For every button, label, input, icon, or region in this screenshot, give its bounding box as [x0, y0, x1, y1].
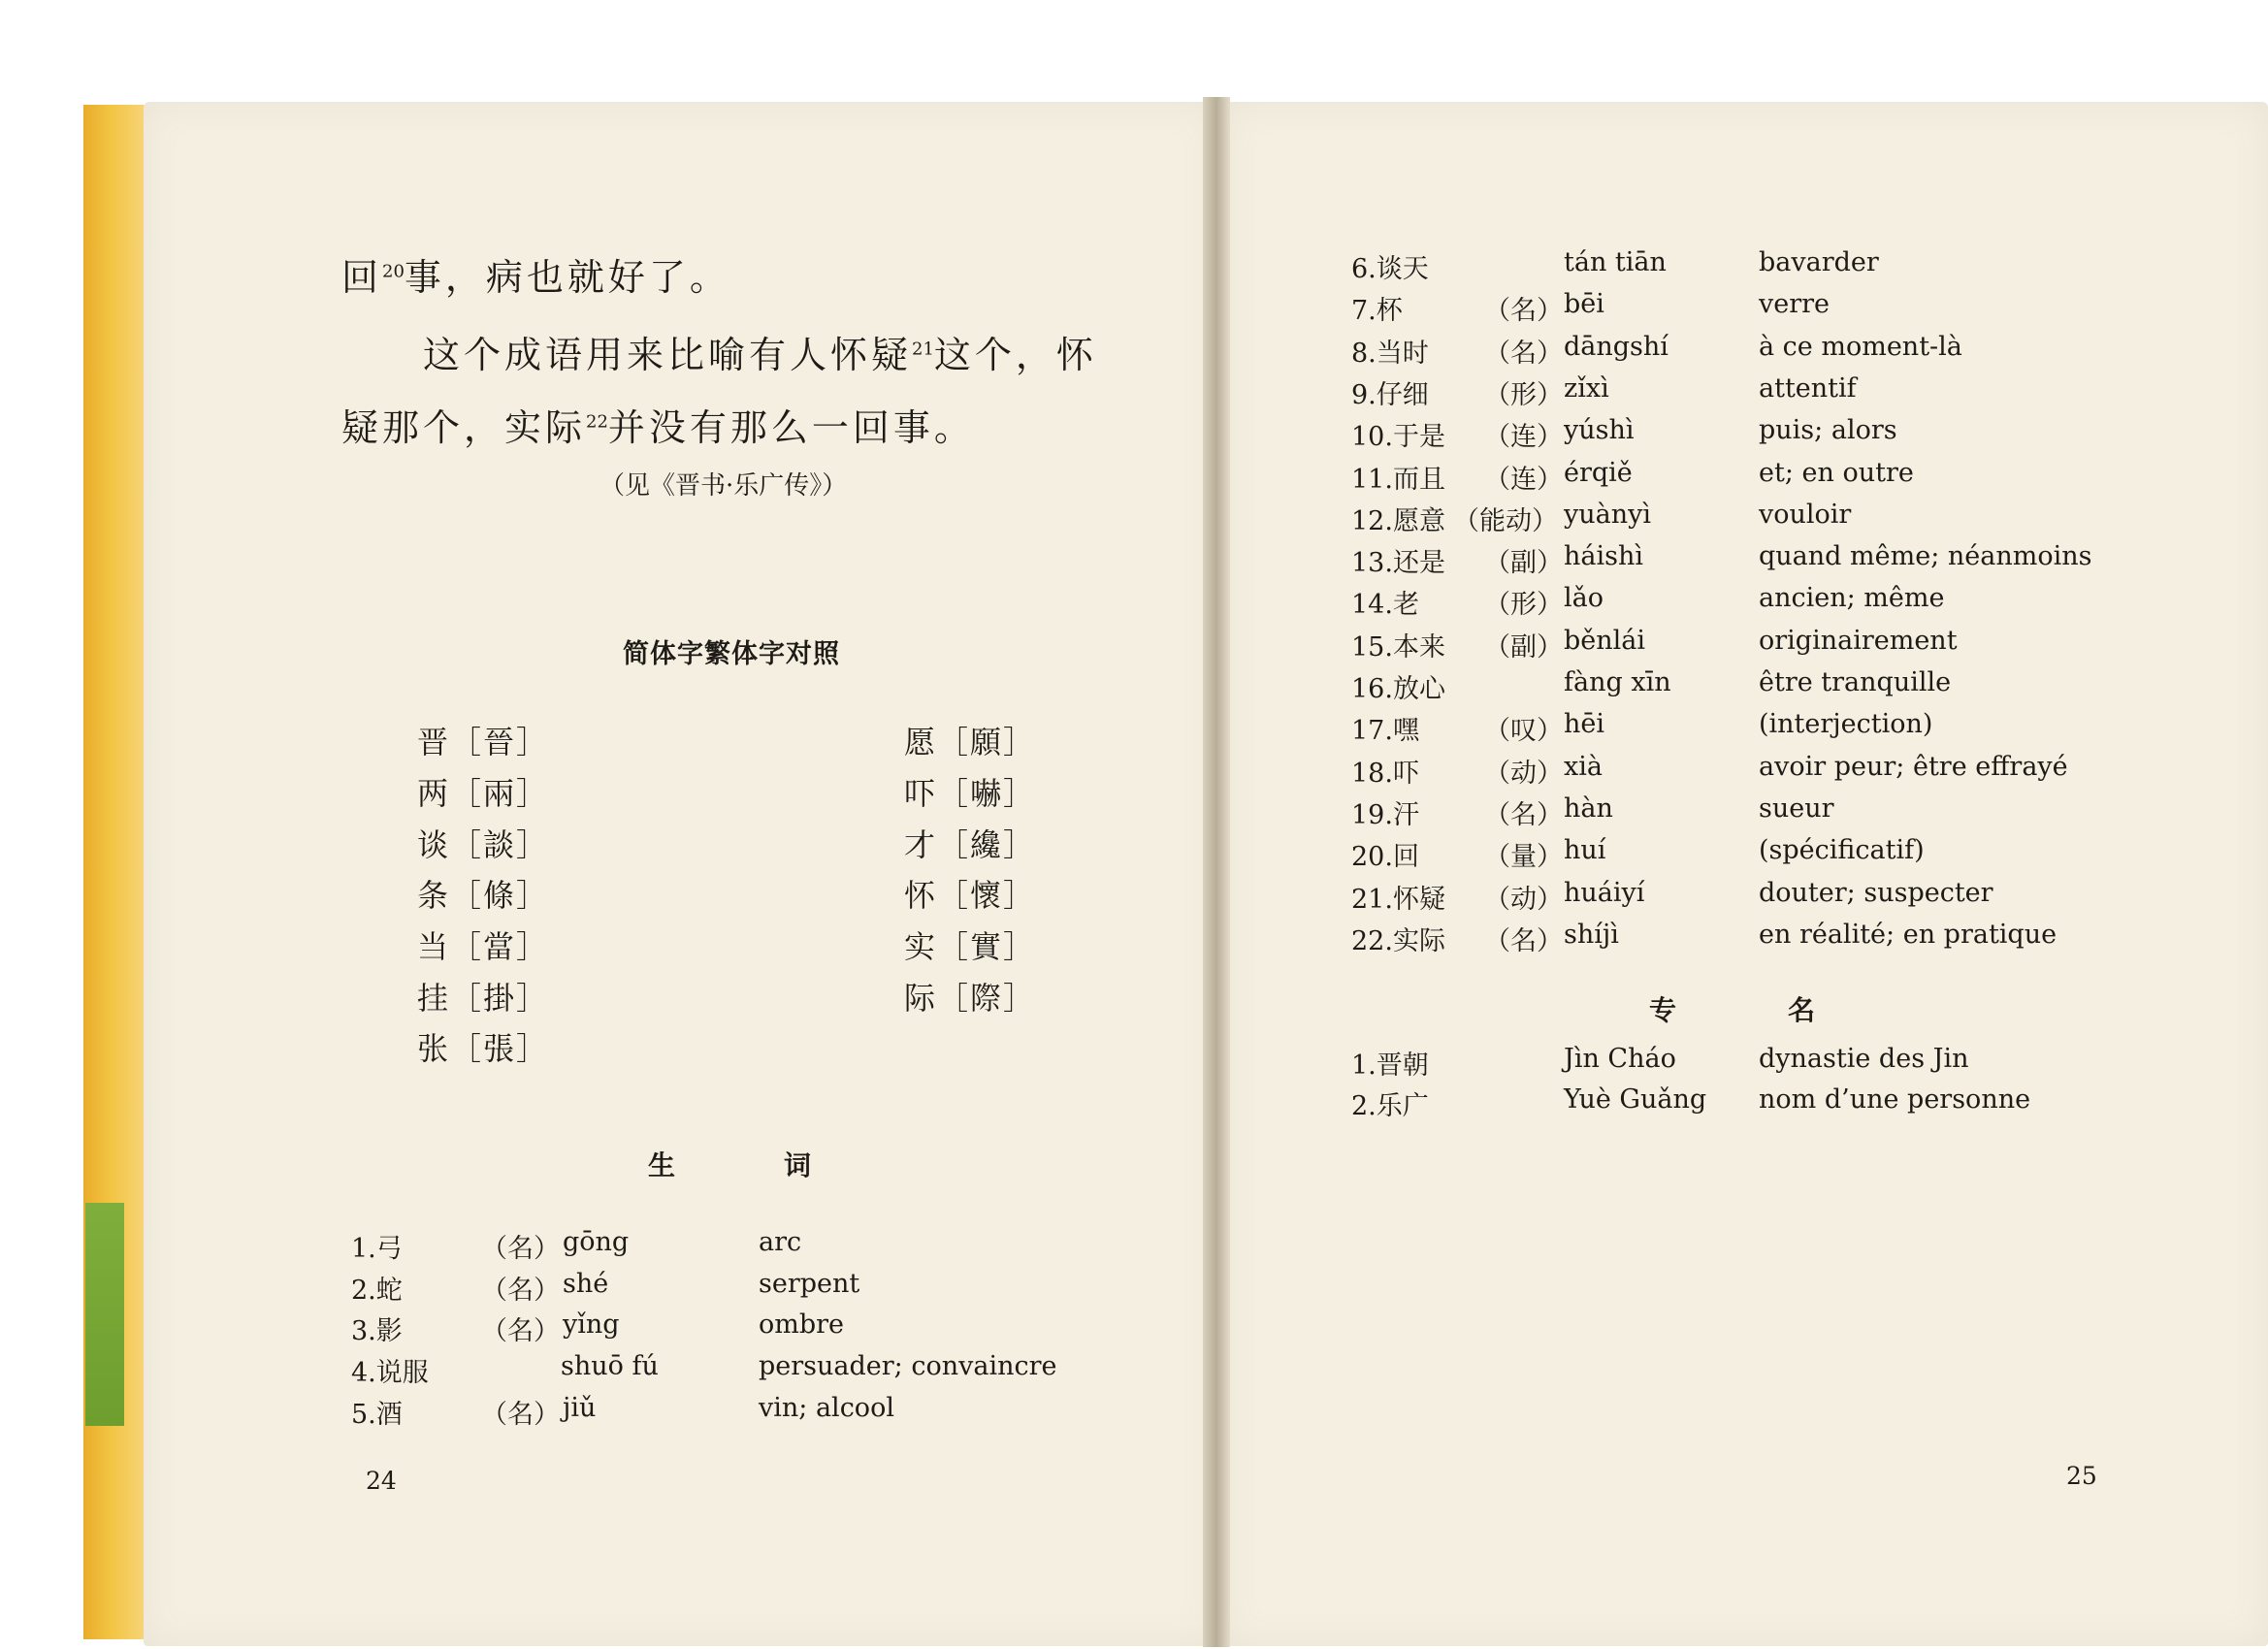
vocab-pinyin: tán tiān: [1564, 247, 1667, 277]
char-pair: 谈［談］: [417, 826, 550, 863]
paragraph-line: [341, 247, 730, 301]
vocab-pinyin: hàn: [1564, 793, 1613, 824]
vocab-meaning: puis; alors: [1759, 415, 1897, 445]
vocab-number: 12.愿意: [1351, 506, 1445, 536]
vocab-pinyin: shuō fú: [561, 1351, 659, 1381]
vocab-meaning: douter; suspecter: [1759, 878, 1993, 908]
vocab-heading: 生: [648, 1149, 676, 1181]
paragraph-text: 疑那个，实际: [341, 406, 587, 449]
spine-green-band: [85, 1203, 124, 1426]
vocab-pos: （名）: [481, 1234, 560, 1264]
vocab-pos: （名）: [1484, 926, 1563, 956]
vocab-meaning: sueur: [1759, 793, 1834, 824]
vocab-pos: （名）: [481, 1400, 560, 1430]
vocab-number: 18.吓: [1351, 759, 1419, 789]
vocab-pinyin: lǎo: [1564, 583, 1604, 613]
proper-name-number: 1.晋朝: [1351, 1051, 1429, 1081]
footnote-marker: 21: [912, 339, 934, 360]
page-number: 25: [2066, 1462, 2097, 1490]
vocab-number: 11.而且: [1351, 465, 1445, 495]
char-pair: 吓［嚇］: [904, 775, 1037, 812]
footnote-marker: 22: [586, 411, 608, 433]
char-pair: 条［條］: [417, 877, 550, 914]
vocab-meaning: bavarder: [1759, 247, 1879, 277]
vocab-pos: （名）: [1484, 296, 1563, 326]
page-number: 24: [366, 1467, 397, 1495]
vocab-number: 10.于是: [1351, 422, 1445, 452]
vocab-pos: （名）: [481, 1276, 560, 1306]
vocab-pinyin: zǐxì: [1564, 373, 1609, 404]
vocab-meaning: être tranquille: [1759, 667, 1952, 697]
vocab-meaning: ancien; même: [1759, 583, 1945, 613]
vocab-meaning: avoir peur; être effrayé: [1759, 752, 2068, 782]
paragraph-line: [423, 325, 1097, 378]
vocab-pinyin: bēi: [1564, 289, 1604, 319]
vocab-meaning: arc: [759, 1227, 802, 1257]
vocab-pos: （副）: [1484, 548, 1563, 578]
vocab-number: 15.本来: [1351, 632, 1445, 663]
vocab-meaning: quand même; néanmoins: [1759, 541, 2092, 571]
comparison-title: 简体字繁体字对照: [623, 639, 840, 669]
paragraph-line: [341, 398, 975, 451]
char-pair: 两［兩］: [417, 775, 550, 812]
vocab-number: 16.放心: [1351, 674, 1445, 704]
vocab-number: 19.汗: [1351, 800, 1419, 830]
vocab-meaning: à ce moment-là: [1759, 332, 1962, 362]
vocab-number: 8.当时: [1351, 339, 1429, 369]
vocab-pos: （形）: [1484, 590, 1563, 620]
vocab-meaning: attentif: [1759, 373, 1857, 404]
paragraph-text: 事，病也就好了。: [404, 256, 730, 299]
vocab-pinyin: huí: [1564, 835, 1606, 865]
vocab-pinyin: běnlái: [1564, 626, 1646, 656]
vocab-pos: （形）: [1484, 380, 1563, 410]
vocab-number: 13.还是: [1351, 548, 1445, 578]
char-pair: 怀［懷］: [904, 877, 1037, 914]
char-pair: 挂［掛］: [417, 980, 550, 1017]
vocab-number: 17.嘿: [1351, 716, 1419, 746]
vocab-meaning: vouloir: [1759, 500, 1852, 530]
vocab-meaning: en réalité; en pratique: [1759, 920, 2057, 950]
vocab-meaning: ombre: [759, 1310, 845, 1340]
vocab-meaning: vin; alcool: [759, 1393, 894, 1423]
vocab-pinyin: hēi: [1564, 709, 1605, 739]
char-pair: 才［纔］: [904, 826, 1037, 863]
vocab-pinyin: jiǔ: [563, 1393, 597, 1423]
vocab-pinyin: yuànyì: [1564, 500, 1652, 530]
vocab-pos: （量）: [1484, 842, 1563, 872]
proper-name-meaning: dynastie des Jin: [1759, 1044, 1969, 1074]
paragraph-text: 这个成语用来比喻有人怀疑: [423, 334, 913, 376]
vocab-pos: （名）: [481, 1316, 560, 1346]
footnote-marker: 20: [382, 261, 405, 282]
vocab-number: 1.弓: [351, 1234, 403, 1264]
vocab-number: 4.说服: [351, 1358, 429, 1388]
vocab-pinyin: gōng: [563, 1227, 630, 1257]
vocab-number: 6.谈天: [1351, 254, 1429, 284]
vocab-pos: （动）: [1484, 759, 1563, 789]
vocab-number: 14.老: [1351, 590, 1419, 620]
paragraph-text: 回: [341, 256, 383, 299]
vocab-pinyin: érqiě: [1564, 458, 1633, 488]
char-pair: 际［際］: [904, 980, 1037, 1017]
book-gutter: [1203, 97, 1230, 1647]
vocab-pinyin: dāngshí: [1564, 332, 1669, 362]
source-citation: （见《晋书·乐广传》）: [599, 471, 848, 501]
vocab-pinyin: huáiyí: [1564, 878, 1645, 908]
vocab-number: 5.酒: [351, 1400, 403, 1430]
vocab-pinyin: yǐng: [563, 1310, 620, 1340]
proper-names-heading: 专: [1649, 994, 1677, 1026]
char-pair: 实［實］: [904, 928, 1037, 965]
vocab-pos: （动）: [1484, 885, 1563, 915]
vocab-pinyin: xià: [1564, 752, 1603, 782]
vocab-pos: （连）: [1484, 465, 1563, 495]
vocab-meaning: et; en outre: [1759, 458, 1914, 488]
vocab-heading: 词: [784, 1149, 812, 1181]
vocab-meaning: (interjection): [1759, 709, 1933, 739]
vocab-pos: （名）: [1484, 339, 1563, 369]
vocab-pos: （叹）: [1484, 716, 1563, 746]
vocab-meaning: originairement: [1759, 626, 1958, 656]
vocab-pos: （能动）: [1453, 506, 1558, 536]
char-pair: 当［當］: [417, 928, 550, 965]
vocab-number: 20.回: [1351, 842, 1419, 872]
vocab-pos: （名）: [1484, 800, 1563, 830]
vocab-number: 9.仔细: [1351, 380, 1429, 410]
paragraph-text: 这个，怀: [933, 334, 1097, 376]
char-pair: 晋［晉］: [417, 724, 550, 760]
vocab-pinyin: shíjì: [1564, 920, 1619, 950]
vocab-pinyin: fàng xīn: [1564, 667, 1671, 697]
vocab-number: 22.实际: [1351, 926, 1445, 956]
proper-name-pinyin: Jìn Cháo: [1564, 1044, 1676, 1074]
vocab-number: 7.杯: [1351, 296, 1403, 326]
vocab-meaning: (spécificatif): [1759, 835, 1925, 865]
vocab-number: 21.怀疑: [1351, 885, 1445, 915]
paragraph-text: 并没有那么一回事。: [607, 406, 975, 449]
vocab-number: 2.蛇: [351, 1276, 403, 1306]
vocab-pos: （连）: [1484, 422, 1563, 452]
char-pair: 张［張］: [417, 1030, 550, 1067]
proper-name-meaning: nom d’une personne: [1759, 1084, 2031, 1115]
char-pair: 愿［願］: [904, 724, 1037, 760]
vocab-pinyin: yúshì: [1564, 415, 1635, 445]
vocab-pinyin: shé: [563, 1269, 609, 1299]
vocab-pinyin: háishì: [1564, 541, 1644, 571]
vocab-meaning: serpent: [759, 1269, 860, 1299]
vocab-meaning: verre: [1759, 289, 1831, 319]
vocab-pos: （副）: [1484, 632, 1563, 663]
proper-names-heading: 名: [1788, 994, 1816, 1026]
proper-name-number: 2.乐广: [1351, 1091, 1429, 1121]
vocab-meaning: persuader; convaincre: [759, 1351, 1057, 1381]
vocab-number: 3.影: [351, 1316, 403, 1346]
proper-name-pinyin: Yuè Guǎng: [1564, 1084, 1707, 1115]
